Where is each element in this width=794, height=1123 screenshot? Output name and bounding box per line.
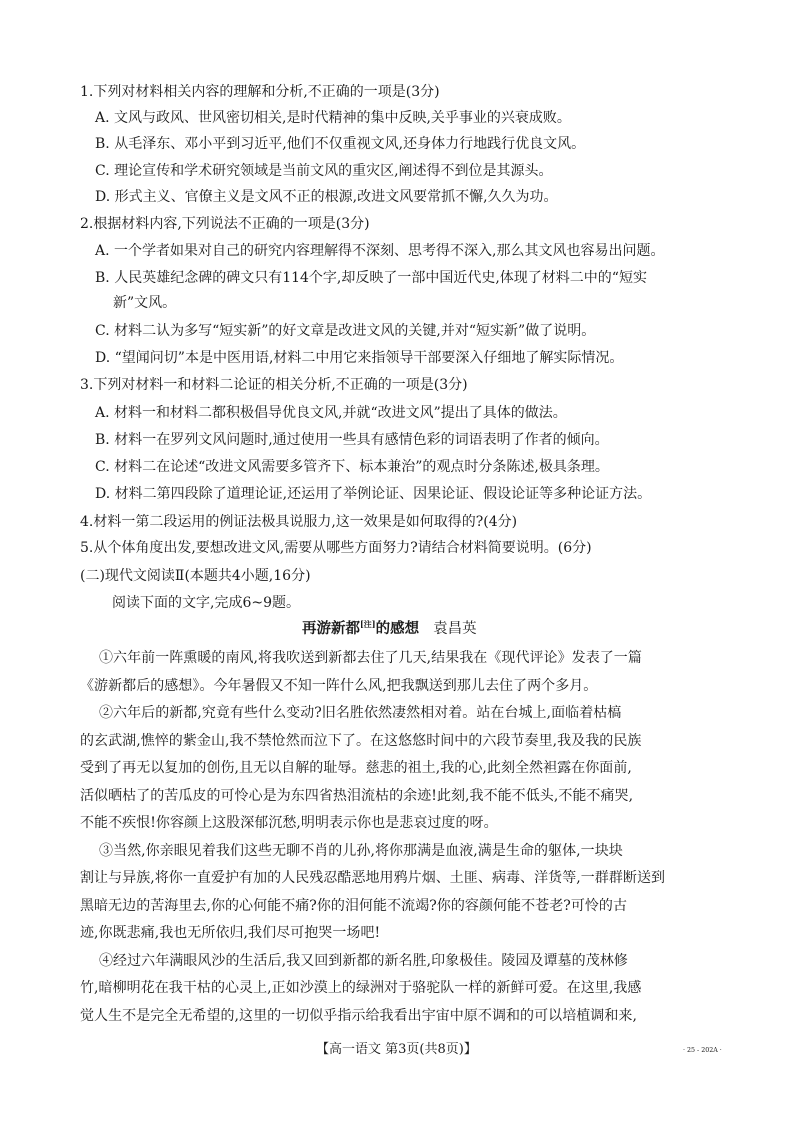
question-4: 4.材料一第二段运用的例证法极具说服力,这一效果是如何取得的?(4分) [80, 514, 518, 530]
paragraph-line: 割让与异族,将你一直爱护有加的人民残忍酷恶地用鸦片烟、土匪、病毒、洋货等,一群群断送到 [80, 870, 666, 886]
option-b: B. 材料一在罗列文风问题时,通过使用一些具有感情色彩的词语表明了作者的倾向。 [95, 432, 609, 448]
option-c: C. 材料二认为多写“短实新”的好文章是改进文风的关键,并对“短实新”做了说明。 [95, 323, 596, 339]
question-stem: 2.根据材料内容,下列说法不正确的一项是(3分) [80, 216, 370, 232]
option-b: B. 人民英雄纪念碑的碑文只有114个字,却反映了一部中国近代史,体现了材料二中的“短实 [95, 270, 647, 286]
option-c: C. 材料二在论述“改进文风需要多管齐下、标本兼治”的观点时分条陈述,极具条理。 [95, 459, 609, 475]
footnote-marker: [注] [360, 619, 376, 630]
article-title-main: 再游新都 [302, 620, 360, 637]
paragraph-line: 不能不疾恨!你容颜上这股深郁沉愁,明明表示你也是悲哀过度的呀。 [80, 815, 498, 831]
option-c: C. 理论宣传和学术研究领域是当前文风的重灾区,阐述得不到位是其源头。 [95, 163, 553, 179]
question-stem: 1.下列对材料相关内容的理解和分析,不正确的一项是(3分) [80, 84, 440, 100]
option-a: A. 材料一和材料二都积极倡导优良文风,并就“改进文风”提出了具体的做法。 [95, 405, 567, 421]
reading-instruction: 阅读下面的文字,完成6~9题。 [112, 595, 300, 611]
option-d: D. “望闻问切”本是中医用语,材料二中用它来指领导干部要深入仔细地了解实际情况。 [95, 350, 624, 366]
paragraph-line: 迹,你既悲痛,我也无所依归,我们尽可抱哭一场吧! [80, 925, 381, 941]
paragraph-line: ②六年后的新都,究竟有些什么变动?旧名胜依然凄然相对着。站在台城上,面临着枯槁 [99, 705, 622, 721]
option-a: A. 文风与政风、世风密切相关,是时代精神的集中反映,关乎事业的兴衰成败。 [95, 110, 571, 126]
page-footer-label: 【高一语文 第3页(共8页)】 [316, 1042, 477, 1057]
paragraph-line: ③当然,你亲眼见着我们这些无聊不肖的儿孙,将你那满是血液,满是生命的躯体,一块块 [99, 843, 623, 859]
question-5: 5.从个体角度出发,要想改进文风,需要从哪些方面努力?请结合材料简要说明。(6分) [80, 540, 592, 556]
option-a: A. 一个学者如果对自己的研究内容理解得不深刻、思考得不深入,那么其文风也容易出问题。 [95, 243, 665, 259]
paragraph-line: 竹,暗柳明花在我干枯的心灵上,正如沙漠上的绿洲对于骆驼队一样的新鲜可爱。在这里,我感 [80, 980, 642, 996]
option-b: B. 从毛泽东、邓小平到习近平,他们不仅重视文风,还身体力行地践行优良文风。 [95, 136, 586, 152]
page-footer-code: · 25 - 202A · [683, 1047, 722, 1054]
paragraph-line: ④经过六年满眼风沙的生活后,我又回到新都的新名胜,印象极佳。陵园及谭墓的茂林修 [99, 953, 628, 969]
paragraph-line: 受到了再无以复加的创伤,且无以自解的耻辱。慈悲的祖土,我的心,此刻全然袒露在你面前, [80, 760, 632, 776]
option-b-continuation: 新”文风。 [113, 295, 177, 311]
paragraph-line: 的玄武湖,憔悴的紫金山,我不禁怆然而泣下了。在这悠悠时间中的六段节奏里,我及我的民族 [80, 733, 642, 749]
paragraph-line: ①六年前一阵熏暖的南风,将我吹送到新都去住了几天,结果我在《现代评论》发表了一篇 [99, 650, 642, 666]
article-title-tail: 的感想 [375, 620, 420, 637]
article-author: 袁昌英 [433, 621, 477, 637]
paragraph-line: 活似晒枯了的苦瓜皮的可怜心是为东四省热泪流枯的余迹!此刻,我不能不低头,不能不痛哭, [80, 788, 634, 804]
article-title [302, 619, 477, 639]
paragraph-line: 黑暗无边的苦海里去,你的心何能不痛?你的泪何能不流竭?你的容颜何能不苍老?可怜的古 [80, 898, 628, 914]
question-stem: 3.下列对材料一和材料二论证的相关分析,不正确的一项是(3分) [80, 377, 468, 393]
section-heading: (二)现代文阅读Ⅱ(本题共4小题,16分) [80, 568, 311, 584]
option-d: D. 形式主义、官僚主义是文风不正的根源,改进文风要常抓不懈,久久为功。 [95, 189, 558, 205]
paragraph-line: 觉人生不是完全无希望的,这里的一切似乎指示给我看出宇宙中原不调和的可以培植调和来, [80, 1008, 637, 1024]
paragraph-line: 《游新都后的感想》。今年暑假又不知一阵什么风,把我飘送到那儿去住了两个多月。 [80, 678, 598, 694]
option-d: D. 材料二第四段除了道理论证,还运用了举例论证、因果论证、假设论证等多种论证方法。 [95, 486, 652, 502]
